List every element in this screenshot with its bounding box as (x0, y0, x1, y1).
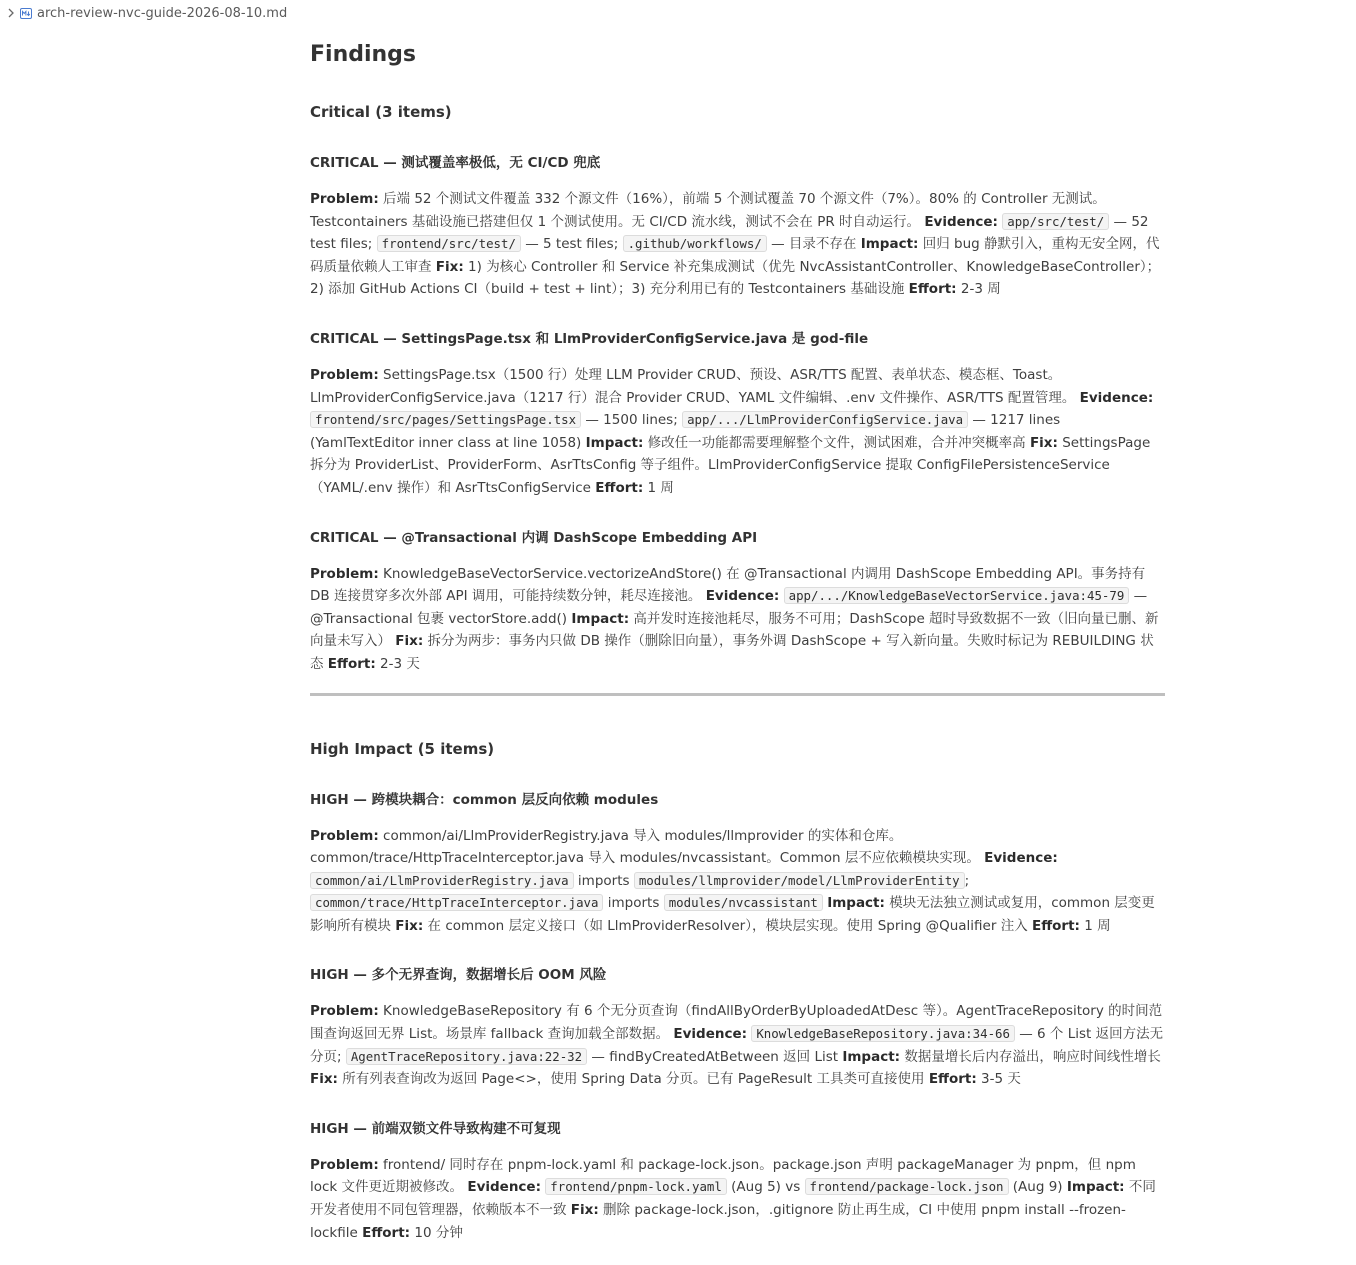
evidence-path: AgentTraceRepository.java:22-32 (346, 1048, 587, 1065)
finding-body (310, 1000, 1165, 1090)
evidence-text: — 52 test files; (310, 213, 1149, 253)
problem-label: Problem: (310, 1156, 379, 1173)
impact-text: 不同开发者使用不同包管理器，依赖版本不一致 (310, 1179, 1156, 1219)
chevron-right-icon[interactable] (6, 8, 16, 18)
fix-label: Fix: (570, 1202, 599, 1219)
evidence-text: imports (603, 895, 664, 912)
problem-text: SettingsPage.tsx（1500 行）处理 LLM Provider CRUD、预设、ASR/TTS 配置、表单状态、模态框、Toast。LlmProviderConfigService.java（1217 行）混合 Provider CRUD、YAML 文件编辑、.env 文件操作、ASR/TTS 配置管理。 (310, 366, 1080, 406)
impact-label: Impact: (585, 434, 644, 451)
fix-label: Fix: (435, 258, 464, 275)
evidence-text: imports (573, 872, 634, 889)
impact-label: Impact: (860, 236, 919, 253)
fix-text: 1) 为核心 Controller 和 Service 补充集成测试（优先 NvcAssistantController、KnowledgeBaseController）；2) 添加 GitHub Actions CI（build + test + lint）；3) 充分利用已有的 Testcontainers 基础设施 (310, 258, 1161, 298)
effort-text: 3-5 天 (976, 1071, 1021, 1088)
evidence-text: — findByCreatedAtBetween 返回 List (587, 1048, 843, 1065)
evidence-path: KnowledgeBaseRepository.java:34-66 (751, 1025, 1015, 1042)
evidence-path: modules/nvcassistant (664, 894, 823, 911)
impact-text: 回归 bug 静默引入，重构无安全网，代码质量依赖人工审查 (310, 236, 1160, 275)
evidence-text: — 目录不存在 (766, 236, 861, 253)
critical-heading: Critical (3 items) (310, 103, 452, 121)
evidence-path: common/trace/HttpTraceInterceptor.java (310, 894, 603, 911)
evidence-path: modules/llmprovider/model/LlmProviderEntity (634, 872, 965, 889)
impact-text: 数据量增长后内存溢出，响应时间线性增长 (900, 1048, 1161, 1065)
evidence-path: frontend/src/test/ (377, 235, 521, 252)
impact-label: Impact: (571, 610, 630, 627)
evidence-path: common/ai/LlmProviderRegistry.java (310, 872, 574, 889)
evidence-text: — 1217 lines (YamlTextEditor inner class at line 1058) (310, 412, 1061, 451)
fix-text: 在 common 层定义接口（如 LlmProviderResolver），模块层实现。使用 Spring @Qualifier 注入 (423, 917, 1032, 934)
impact-label: Impact: (842, 1048, 901, 1065)
problem-text: common/ai/LlmProviderRegistry.java 导入 modules/llmprovider 的实体和仓库。common/trace/HttpTraceInterceptor.java 导入 modules/nvcassistant。Common 层不应依赖模块实现。 (310, 827, 985, 867)
evidence-text: — 1500 lines; (581, 412, 683, 429)
effort-label: Effort: (327, 655, 376, 672)
effort-text: 2-3 周 (956, 281, 1001, 298)
evidence-path: app/src/test/ (1002, 213, 1109, 230)
breadcrumb-filename[interactable]: arch-review-nvc-guide-2026-08-10.md (37, 5, 288, 21)
fix-text: SettingsPage 拆分为 ProviderList、ProviderForm、AsrTtsConfig 等子组件。LlmProviderConfigService 提取 ConfigFilePersistenceService（YAML/.env 操作）和 AsrTtsConfigService (310, 434, 1151, 496)
problem-label: Problem: (310, 366, 379, 383)
fix-label: Fix: (1029, 434, 1058, 451)
effort-label: Effort: (908, 281, 957, 298)
evidence-path: frontend/pnpm-lock.yaml (545, 1178, 727, 1195)
fix-text: 删除 package-lock.json，.gitignore 防止再生成，CI 中使用 pnpm install --frozen-lockfile (310, 1202, 1126, 1241)
impact-label: Impact: (827, 895, 885, 912)
impact-text: 修改任一功能都需要理解整个文件，测试困难，合并冲突概率高 (643, 434, 1030, 451)
problem-label: Problem: (310, 565, 379, 582)
evidence-path: app/.../KnowledgeBaseVectorService.java:45-79 (784, 587, 1130, 604)
finding-title: CRITICAL — SettingsPage.tsx 和 LlmProviderConfigService.java 是 god-file (310, 330, 869, 347)
evidence-text: (Aug 5) vs (726, 1179, 805, 1196)
fix-label: Fix: (395, 633, 424, 650)
section-divider (310, 693, 1165, 696)
problem-text: 后端 52 个测试文件覆盖 332 个源文件（16%），前端 5 个测试覆盖 70 个源文件（7%）。80% 的 Controller 无测试。Testcontainers 基础设施已搭建但仅 1 个测试使用。无 CI/CD 流水线，测试不会在 PR 时自动运行。 (310, 191, 1106, 230)
impact-text: 高并发时连接池耗尽，服务不可用；DashScope 超时导致数据不一致（旧向量已删、新向量未写入） (310, 610, 1159, 650)
evidence-label: Evidence: (984, 850, 1058, 867)
markdown-file-icon (20, 8, 32, 19)
problem-text: frontend/ 同时存在 pnpm-lock.yaml 和 package-lock.json。package.json 声明 packageManager 为 pnpm，但 npm lock 文件更近期被修改。 (310, 1156, 1136, 1196)
effort-label: Effort: (362, 1224, 411, 1241)
evidence-text: — 6 个 List 返回方法无分页; (310, 1026, 1164, 1065)
problem-label: Problem: (310, 827, 379, 844)
evidence-path: frontend/src/pages/SettingsPage.tsx (310, 411, 581, 428)
breadcrumb[interactable] (6, 4, 287, 22)
evidence-label: Evidence: (1079, 389, 1154, 406)
finding-body (310, 188, 1165, 301)
effort-text: 1 周 (1079, 917, 1111, 934)
high-impact-heading: High Impact (5 items) (310, 739, 495, 758)
effort-label: Effort: (595, 479, 644, 496)
effort-label: Effort: (1032, 917, 1080, 934)
evidence-text: (Aug 9) (1008, 1179, 1067, 1196)
evidence-path: frontend/package-lock.json (805, 1178, 1009, 1195)
effort-label: Effort: (928, 1071, 977, 1088)
effort-text: 2-3 天 (375, 655, 420, 672)
problem-label: Problem: (310, 1003, 379, 1020)
finding-title: CRITICAL — @Transactional 内调 DashScope Embedding API (310, 529, 758, 546)
evidence-label: Evidence: (705, 588, 780, 605)
finding-body (310, 364, 1165, 500)
evidence-text: — 5 test files; (520, 236, 623, 253)
impact-label: Impact: (1066, 1179, 1125, 1196)
problem-text: KnowledgeBaseVectorService.vectorizeAndStore() 在 @Transactional 内调用 DashScope Embedding API。事务持有 DB 连接贯穿多次外部 API 调用，可能持续数分钟，耗尽连接池。 (310, 565, 1146, 605)
fix-label: Fix: (310, 1071, 338, 1088)
evidence-label: Evidence: (673, 1026, 748, 1043)
page-title: Findings (310, 42, 417, 67)
finding-body (310, 825, 1165, 938)
effort-text: 10 分钟 (410, 1224, 463, 1241)
evidence-path: app/.../LlmProviderConfigService.java (682, 411, 968, 428)
markdown-preview (310, 40, 1165, 1244)
effort-text: 1 周 (643, 479, 674, 496)
finding-title: CRITICAL — 测试覆盖率极低，无 CI/CD 兜底 (310, 155, 601, 171)
evidence-path: .github/workflows/ (623, 235, 767, 252)
finding-title: HIGH — 前端双锁文件导致构建不可复现 (310, 1120, 561, 1137)
fix-label: Fix: (395, 917, 424, 934)
finding-title: HIGH — 多个无界查询，数据增长后 OOM 风险 (310, 967, 607, 984)
evidence-text: — @Transactional 包裹 vectorStore.add() (310, 588, 1148, 627)
impact-text: 模块无法独立测试或复用，common 层变更影响所有模块 (310, 895, 1155, 934)
finding-title: HIGH — 跨模块耦合：common 层反向依赖 modules (310, 791, 659, 808)
fix-text: 拆分为两步：事务内只做 DB 操作（删除旧向量），事务外调 DashScope + 写入新向量。失败时标记为 REBUILDING 状态 (310, 633, 1154, 672)
fix-text: 所有列表查询改为返回 Page<>，使用 Spring Data 分页。已有 PageResult 工具类可直接使用 (337, 1071, 929, 1088)
finding-body (310, 563, 1165, 676)
problem-label: Problem: (310, 191, 379, 207)
evidence-label: Evidence: (467, 1179, 541, 1196)
finding-body (310, 1154, 1165, 1244)
problem-text: KnowledgeBaseRepository 有 6 个无分页查询（findAllByOrderByUploadedAtDesc 等）。AgentTraceRepository 的时间范围查询返回无界 List。场景库 fallback 查询加载全部数据。 (310, 1003, 1163, 1043)
evidence-text: ; (964, 872, 970, 889)
evidence-label: Evidence: (924, 213, 998, 230)
